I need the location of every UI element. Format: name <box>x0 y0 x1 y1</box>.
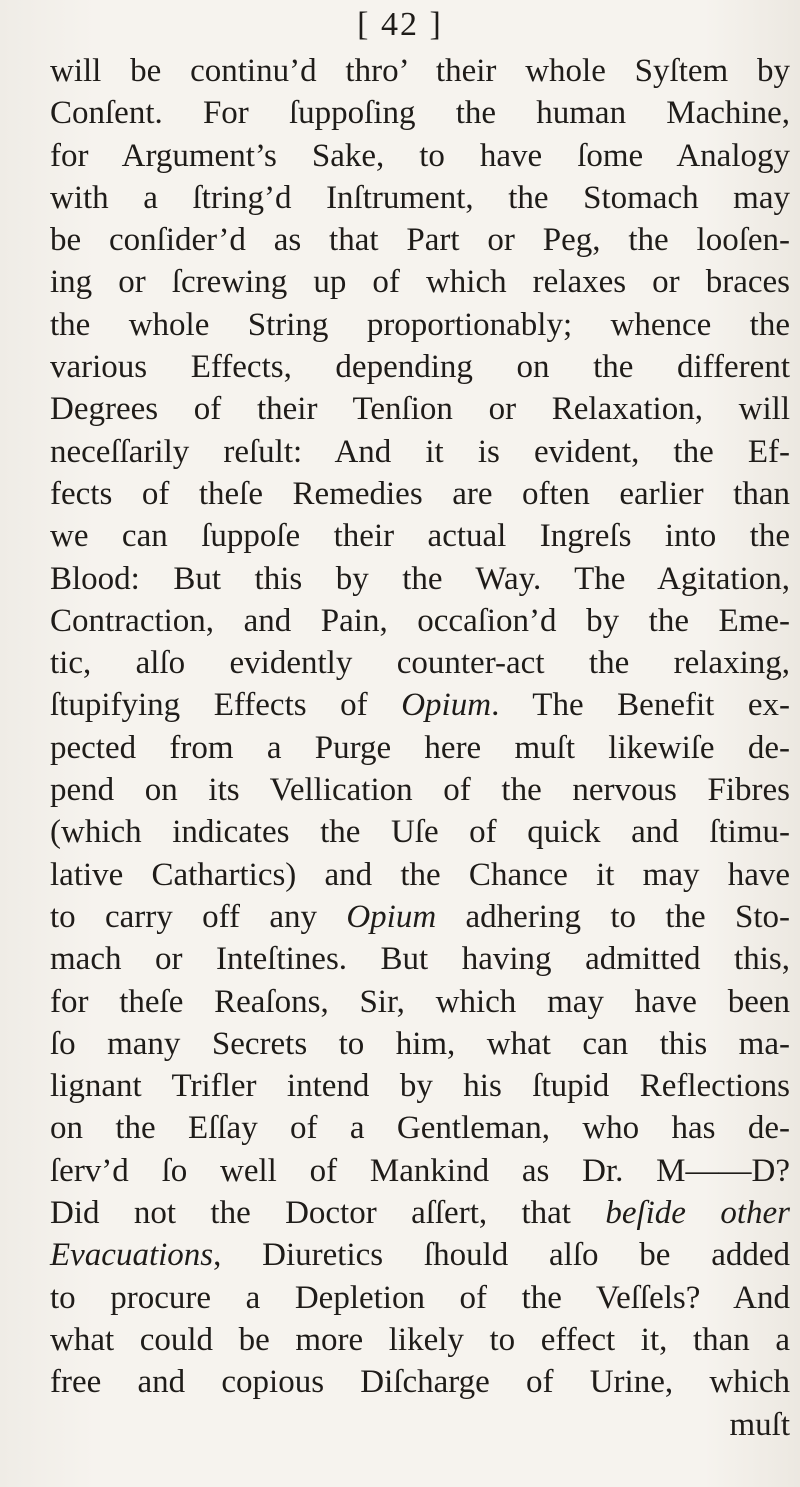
text-line: on the Eſſay of a Gentleman, who has de- <box>50 1110 790 1147</box>
text-line: neceſſarily reſult: And it is evident, the Ef- <box>50 433 790 470</box>
text-line: lignant Trifler intend by his ſtupid Reflections <box>50 1068 790 1105</box>
text-line: for theſe Reaſons, Sir, which may have been <box>50 983 790 1020</box>
catchword: muſt <box>729 1406 790 1443</box>
text-line: to carry off any Opium adhering to the Sto- <box>50 898 790 935</box>
body-text <box>50 50 790 1446</box>
text-line: ing or ſcrewing up of which relaxes or braces <box>50 264 790 301</box>
text-line: fects of theſe Remedies are often earlier than <box>50 475 790 512</box>
text-line: ſerv’d ſo well of Mankind as Dr. M——D? <box>50 1152 790 1189</box>
text-line: mach or Inteſtines. But having admitted this, <box>50 941 790 978</box>
text-line: Evacuations, Diuretics ſhould alſo be added <box>50 1237 790 1274</box>
page-number: [ 42 ] <box>357 6 443 43</box>
text-line: for Argument’s Sake, to have ſome Analogy <box>50 137 790 174</box>
text-line: Did not the Doctor aſſert, that beſide other <box>50 1195 790 1232</box>
text-line: Blood: But this by the Way. The Agitation, <box>50 560 790 597</box>
text-line: be conſider’d as that Part or Peg, the looſen- <box>50 222 790 259</box>
text-line: lative Cathartics) and the Chance it may have <box>50 856 790 893</box>
text-line: will be continu’d thro’ their whole Syſtem by <box>50 53 790 89</box>
text-line: (which indicates the Uſe of quick and ſtimu- <box>50 814 790 851</box>
text-line: with a ſtring’d Inſtrument, the Stomach may <box>50 179 790 216</box>
text-line: Conſent. For ſuppoſing the human Machine, <box>50 95 790 132</box>
text-line: pected from a Purge here muſt likewiſe de- <box>50 729 790 766</box>
text-line: Degrees of their Tenſion or Relaxation, will <box>50 391 790 428</box>
text-line: various Effects, depending on the different <box>50 349 790 386</box>
text-line: to procure a Depletion of the Veſſels? And <box>50 1279 790 1316</box>
text-line: ſo many Secrets to him, what can this ma- <box>50 1025 790 1062</box>
text-line: free and copious Diſcharge of Urine, which <box>50 1364 790 1401</box>
text-line: what could be more likely to effect it, than a <box>50 1321 790 1358</box>
text-line: pend on its Vellication of the nervous Fibres <box>50 772 790 809</box>
text-line: the whole String proportionably; whence the <box>50 306 790 343</box>
text-line: Contraction, and Pain, occaſion’d by the Eme- <box>50 602 790 639</box>
text-line: tic, alſo evidently counter-act the relaxing, <box>50 645 790 682</box>
text-line: we can ſuppoſe their actual Ingreſs into the <box>50 518 790 555</box>
text-line: ſtupifying Effects of Opium. The Benefit ex- <box>50 687 790 724</box>
